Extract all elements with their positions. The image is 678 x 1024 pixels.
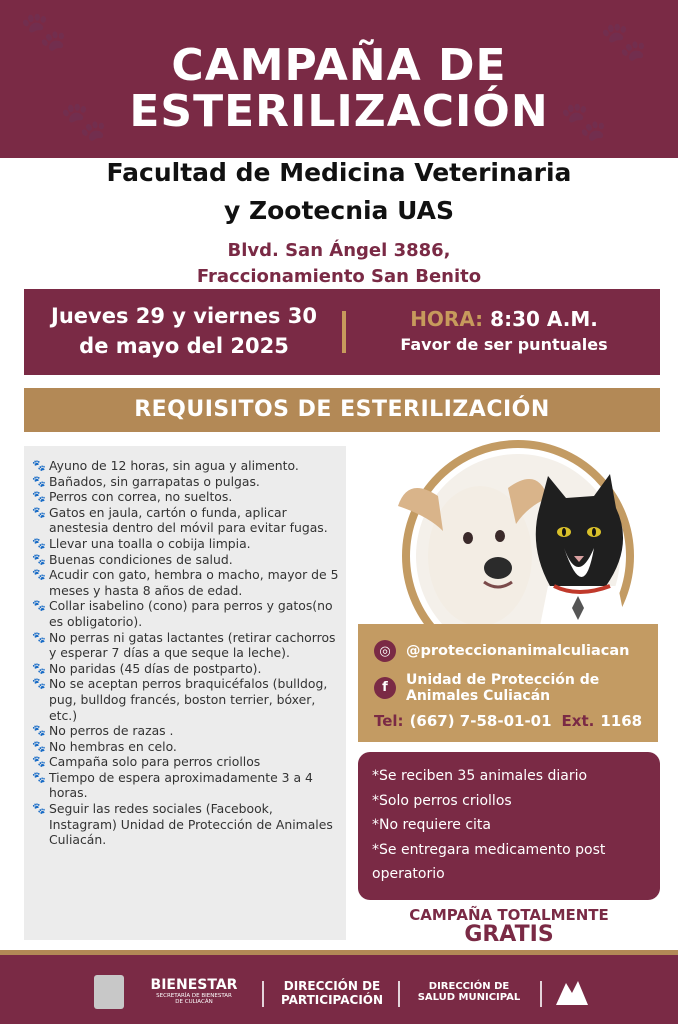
event-date-line2: de mayo del 2025 xyxy=(79,334,289,358)
list-item-text: No perras ni gatas lactantes (retirar cachorros y esperar 7 días a que seque la leche). xyxy=(49,629,336,661)
list-item-text: Buenas condiciones de salud. xyxy=(49,551,233,567)
participacion-logo: DIRECCIÓN DE PARTICIPACIÓN xyxy=(280,979,384,1007)
note-line: *No requiere cita xyxy=(372,817,491,833)
page-title-line2: ESTERILIZACIÓN xyxy=(129,86,549,137)
note-line: operatorio xyxy=(372,866,445,882)
free-campaign-highlight: GRATIS xyxy=(464,922,554,947)
note-line: *Solo perros criollos xyxy=(372,792,512,809)
list-item-text: Llevar una toalla o cobija limpia. xyxy=(49,535,251,551)
divider xyxy=(262,981,264,1007)
time-label: HORA: xyxy=(410,307,484,331)
venue-name-line1: Facultad de Medicina Veterinaria xyxy=(106,158,572,187)
list-item xyxy=(32,676,340,723)
event-date-line1: Jueves 29 y viernes 30 xyxy=(51,304,317,328)
list-item-text: Campaña solo para perros criollos xyxy=(49,754,261,770)
paw-icon: 🐾 xyxy=(32,536,46,550)
divider xyxy=(398,981,400,1007)
paw-icon: 🐾 xyxy=(32,661,46,675)
list-item-text: No perros de razas . xyxy=(49,723,174,739)
list-item-text: Seguir las redes sociales (Facebook, Instagram) Unidad de Protección de Animales Culiacán. xyxy=(49,801,333,848)
requirements-title: REQUISITOS DE ESTERILIZACIÓN xyxy=(24,388,660,432)
paw-icon: 🐾 xyxy=(32,770,46,784)
free-campaign-label: CAMPAÑA TOTALMENTE xyxy=(409,906,609,924)
paw-pattern-icon: 🐾 xyxy=(20,11,68,53)
list-item xyxy=(32,598,340,629)
list-item xyxy=(32,458,340,474)
event-time xyxy=(354,307,654,354)
instagram-icon: ◎ xyxy=(374,640,396,662)
salud-municipal-logo: DIRECCIÓN DE SALUD MUNICIPAL xyxy=(417,981,521,1003)
list-item xyxy=(32,536,340,552)
paw-icon: 🐾 xyxy=(32,490,46,504)
footer xyxy=(0,950,678,1024)
paw-icon: 🐾 xyxy=(32,505,46,519)
paw-icon: 🐾 xyxy=(32,802,46,816)
note-line: *Se entregara medicamento post xyxy=(372,841,606,858)
schedule-bar xyxy=(24,289,660,375)
list-item xyxy=(32,552,340,568)
paw-pattern-icon: 🐾 xyxy=(60,101,108,143)
phone-row[interactable] xyxy=(374,712,642,730)
list-item-text: Gatos en jaula, cartón o funda, aplicar anestesia dentro del móvil para evitar fugas. xyxy=(49,504,328,536)
list-item-text: Collar isabelino (cono) para perros y gatos(no es obligatorio). xyxy=(49,598,333,629)
divider xyxy=(342,311,346,353)
header-banner xyxy=(0,0,678,158)
paw-icon: 🐾 xyxy=(32,630,46,644)
list-item xyxy=(32,505,340,536)
list-item-text: Perros con correa, no sueltos. xyxy=(49,489,233,505)
paw-icon: 🐾 xyxy=(32,474,46,488)
phone-number: (667) 7-58-01-01 xyxy=(409,712,552,730)
list-item xyxy=(32,770,340,801)
paw-icon: 🐾 xyxy=(32,568,46,582)
list-item xyxy=(32,567,340,598)
list-item xyxy=(32,474,340,490)
list-item-text: Acudir con gato, hembra o macho, mayor de 5 meses y hasta 8 años de edad. xyxy=(49,567,339,598)
list-item-text: No paridas (45 días de postparto). xyxy=(49,660,262,676)
paw-icon: 🐾 xyxy=(32,755,46,769)
list-item-text: Tiempo de espera aproximadamente 3 a 4 horas. xyxy=(49,769,313,801)
paw-icon: 🐾 xyxy=(32,599,46,613)
list-item xyxy=(32,661,340,677)
paw-icon: 🐾 xyxy=(32,459,46,472)
list-item xyxy=(32,489,340,505)
pets-photo xyxy=(388,436,648,636)
animal-protection-logo xyxy=(552,975,592,1011)
instagram-row[interactable] xyxy=(374,640,630,662)
paw-icon: 🐾 xyxy=(32,739,46,753)
notes-box xyxy=(358,752,660,900)
venue-address-line2: Fraccionamiento San Benito xyxy=(196,266,482,287)
list-item-text: No hembras en celo. xyxy=(49,738,177,754)
culiacan-seal-logo xyxy=(94,975,124,1009)
list-item-text: Ayuno de 12 horas, sin agua y alimento. xyxy=(49,458,299,473)
extension-label: Ext. xyxy=(561,712,595,730)
time-value: 8:30 A.M. xyxy=(490,307,598,331)
note-line: *Se reciben 35 animales diario xyxy=(372,768,588,784)
facebook-page-name: Unidad de Protección de Animales Culiacán xyxy=(406,672,600,704)
requirements-list xyxy=(24,446,346,940)
paw-icon: 🐾 xyxy=(32,677,46,691)
list-item xyxy=(32,630,340,661)
list-item xyxy=(32,801,340,848)
dog-and-cat-illustration xyxy=(388,436,648,636)
paw-icon: 🐾 xyxy=(32,724,46,738)
paw-pattern-icon: 🐾 xyxy=(560,101,608,143)
extension-number: 1168 xyxy=(600,712,643,730)
bienestar-logo: BIENESTAR SECRETARÍA DE BIENESTAR DE CULIACÁN xyxy=(150,977,238,1005)
list-item xyxy=(32,723,340,739)
phone-label: Tel: xyxy=(374,712,404,730)
facebook-row[interactable] xyxy=(374,672,599,704)
page-title-line1: CAMPAÑA DE xyxy=(171,40,507,91)
list-item-text: No se aceptan perros braquicéfalos (bulldog, pug, bulldog francés, boston terrier, bóxer, etc.) xyxy=(49,676,328,723)
paw-icon: 🐾 xyxy=(32,552,46,566)
instagram-handle: @proteccionanimalculiacan xyxy=(406,643,630,659)
event-date xyxy=(24,301,344,361)
facebook-icon: f xyxy=(374,677,396,699)
list-item xyxy=(32,754,340,770)
divider xyxy=(540,981,542,1007)
venue-address-line1: Blvd. San Ángel 3886, xyxy=(227,240,451,261)
venue-name-line2: y Zootecnia UAS xyxy=(223,196,455,225)
contact-box xyxy=(358,624,658,742)
list-item xyxy=(32,739,340,755)
list-item-text: Bañados, sin garrapatas o pulgas. xyxy=(49,473,260,489)
paw-pattern-icon: 🐾 xyxy=(600,21,648,63)
punctuality-note: Favor de ser puntuales xyxy=(400,335,608,354)
